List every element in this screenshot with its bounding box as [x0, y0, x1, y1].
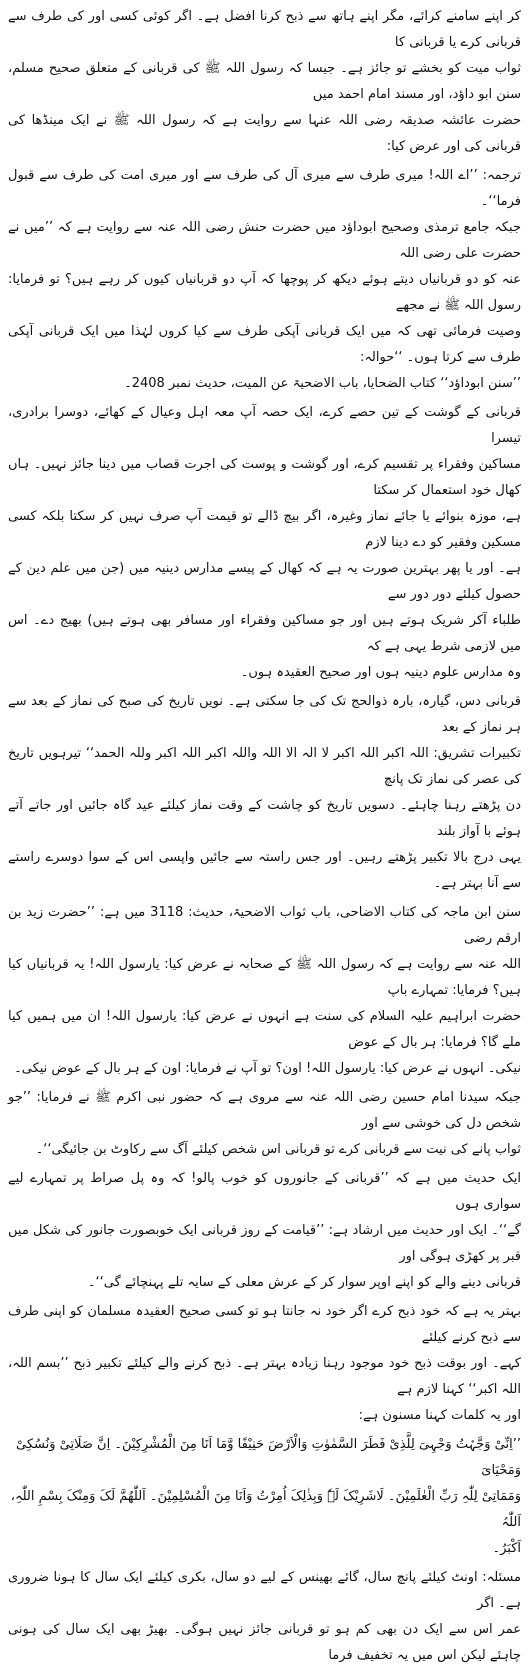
text-line: ثواب میت کو بخشے تو جائز ہے۔ جیسا کہ رسول اللہ ﷺ کی قربانی کے متعلق صحیح مسلم، سنن ابو داؤد، اور مسند امام احمد میں [8, 61, 521, 102]
text-line: ترجمہ: ’’اے اللہ! میری طرف سے میری آل کی طرف سے اور میری امت کی طرف سے قبول فرما‘‘۔ [8, 168, 521, 209]
text-line: طلباء آکر شریک ہوتے ہیں اور جو مساکین وفقراء اور مسافر بھی ہوتے ہیں) بھیج دے۔ اس میں لازمی شرط یہی ہے کہ [8, 613, 521, 654]
article-paragraph [8, 4, 521, 160]
text-line: حضرت ابراہیم علیہ السلام کی سنت ہے انہوں نے عرض کیا: یارسول اللہ! ان میں ہمیں کیا ملے گا؟ فرمایا: ہر بال کے عوض [8, 1009, 521, 1050]
text-line: دن پڑھتے رہنا چاہئے۔ دسویں تاریخ کو چاشت کے وقت نماز کیلئے عید گاہ جائیں اور جاتے آتے ہوئے با آواز بلند [8, 798, 521, 839]
arabic-dua-paragraph [8, 1432, 521, 1562]
text-line: جبکہ سیدنا امام حسین رضی اللہ عنہ سے مروی ہے کہ حضور نبی اکرم ﷺ نے فرمایا: ’’جو شخص دل کی خوشی سے اور [8, 1090, 521, 1131]
text-line: ہے، موزہ بنوائے یا جائے نماز وغیرہ، اگر بیچ ڈالے تو قیمت آپ صرف نہیں کر سکتا بلکہ کسی مسکین وفقیر کو دے دینا لازم [8, 509, 521, 550]
text-line: مساکین وفقراء پر تقسیم کرے، اور گوشت و پوست کی اجرت قصاب میں دینا جائز نہیں۔ ہاں کھال خود استعمال کر سکتا [8, 457, 521, 498]
text-line: نیکی۔ انہوں نے عرض کیا: یارسول اللہ! اون؟ تو آپ نے فرمایا: اون کے ہر بال کے عوض نیکی۔ [14, 1061, 521, 1076]
text-line: کہے۔ اور بوقت ذبح خود موجود رہنا زیادہ بہتر ہے۔ ذبح کرنے والے کیلئے تکبیر ذبح ’’بسم اللہ، اللہ اکبر‘‘ کہنا لازم ہے [8, 1356, 521, 1397]
text-line: اَکْبَرُ۔ [492, 1541, 521, 1556]
text-line: یہی درج بالا تکبیر پڑھتے رہیں۔ اور جس راستہ سے جائیں واپسی اس کے سوا دوسرے راستے سے آنا بہتر ہے۔ [8, 850, 521, 891]
text-line: سنن ابن ماجہ کی کتاب الاضاحی، باب ثواب الاضحیۃ، حدیث: 3118 میں ہے: ’’حضرت زید بن ارقم رضی [8, 905, 522, 946]
text-line: ایک حدیث میں ہے کہ ’’قربانی کے جانوروں کو خوب پالو! کہ وہ پل صراط پر تمہارے لیے سواری ہوں [8, 1171, 521, 1212]
text-line: مسئلہ: اونٹ کیلئے پانچ سال، گائے بھینس کے لیے دو سال، بکری کیلئے ایک سال کا ہونا ضروری ہے۔ اگر [8, 1570, 521, 1611]
text-line: جبکہ جامع ترمذی وصحیح ابوداؤد میں حضرت حنش رضی اللہ عنہ سے روایت ہے کہ ’’میں نے حضرت علی رضی اللہ [8, 220, 521, 261]
text-line: عمر اس سے ایک دن بھی کم ہو تو قربانی جائز نہیں ہوگی۔ بھیڑ بھی ایک سال کی ہونی چاہئے لیکن اس میں یہ تخفیف فرما [8, 1622, 521, 1663]
text-line: قربانی کے گوشت کے تین حصے کرے، ایک حصہ آپ معہ اہل وعیال کے کھائے، دوسرا برادری، تیسرا [8, 405, 521, 446]
text-line: حضرت عائشہ صدیقہ رضی اللہ عنہا سے روایت ہے کہ رسول اللہ ﷺ نے ایک مینڈھا کی قربانی کی اور عرض کیا: [8, 113, 521, 154]
article-paragraph [8, 900, 521, 1082]
text-line: وَمَمَاتِیْ لِلّٰہِ رَبِّ الْعٰلَمِیْنَ۔ لَاشَرِیْکَ لَہٗ وَبِذٰلِکَ اُمِرْتُ وَاَنَا مِنَ الْمُسْلِمِیْنَ۔ اَللّٰھُمَّ لَکَ وَمِنْکَ بِسْمِ اللّٰہِ، اَللّٰہُ [10, 1489, 521, 1530]
text-line: بہتر یہ ہے کہ خود ذبح کرے اگر خود نہ جانتا ہو تو کسی صحیح العقیدہ مسلمان کو اپنی طرف سے ذبح کرنے کیلئے [8, 1304, 521, 1345]
text-line: اللہ عنہ سے روایت ہے کہ رسول اللہ ﷺ کے صحابہ نے عرض کیا: یارسول اللہ! یہ قربانیاں کیا ہیں؟ فرمایا: تمہارے باپ [8, 957, 521, 998]
text-line: ’’سنن ابوداؤد‘‘ کتاب الضحایا، باب الاضحیۃ عن المیت، حدیث نمبر 2408۔ [124, 376, 521, 391]
article-paragraph [8, 163, 521, 397]
text-line: وہ مدارس علوم دینیہ ہوں اور صحیح العقیدہ ہوں۔ [240, 665, 521, 680]
text-line: گے‘‘۔ ایک اور حدیث میں ارشاد ہے: ’’قیامت کے روز قربانی ایک خوبصورت جانور کی شکل میں قبر پر کھڑی ہوگی اور [8, 1223, 521, 1264]
text-line: تکبیرات تشریق: اللہ اکبر اللہ اکبر لا الہ الا اللہ واللہ اکبر اللہ اکبر وللہ الحمد‘‘ تیرہویں تاریخ کی عصر کی نماز تک پانچ [8, 746, 521, 787]
text-line: قربانی دس، گیارہ، بارہ ذوالحج تک کی جا سکتی ہے۔ نویں تاریخ کی صبح کی نماز کے بعد سے ہر نماز کے بعد [8, 694, 521, 735]
text-line: ثواب پانے کی نیت سے قربانی کرے تو قربانی اس شخص کیلئے آگ سے رکاوٹ بن جائیگی‘‘۔ [35, 1142, 521, 1157]
text-line: ’’اِنِّیْ وَجَّہْتُ وَجْہِیَ لِلَّذِیْ فَطَرَ السَّمٰوٰتِ وَالْاَرْضَ حَنِیْفًا وَّمَا اَنَا مِنَ الْمُشْرِکِیْنَ۔ اِنَّ صَلَاتِیْ وَنُسُکِیْ وَمَحْیَایَ [16, 1437, 521, 1478]
text-line: کر اپنے سامنے کرائے، مگر اپنے ہاتھ سے ذبح کرنا افضل ہے۔ اگر کوئی کسی اور کی طرف سے قربانی کرے یا قربانی کا [8, 9, 521, 50]
article-paragraph [8, 689, 521, 897]
text-line: قربانی دینے والے کو اپنے اوپر سوار کر کے عرش معلی کے سایہ تلے پہنچائے گی‘‘۔ [87, 1275, 521, 1290]
article-paragraph [8, 1299, 521, 1429]
text-line: ہے۔ اور یا پھر بہترین صورت یہ ہے کہ کھال کے پیسے مدارس دینیہ میں (جن میں علم دین کے حصول کیلئے دور دور سے [8, 561, 521, 602]
text-line: عنہ کو دو قربانیاں دیتے ہوئے دیکھ کر پوچھا کہ آپ دو قربانیاں کیوں کر رہے ہیں؟ تو فرمایا: رسول اللہ ﷺ نے مجھے [8, 272, 521, 313]
text-line: اور یہ کلمات کہنا مسنون ہے: [358, 1408, 521, 1423]
article-paragraph [8, 1085, 521, 1163]
text-line: وصیت فرمائی تھی کہ میں ایک قربانی آپکی طرف سے کیا کروں لہٰذا میں ایک قربانی آپکی طرف سے کرتا ہوں۔ ‘‘حوالہ: [8, 324, 521, 365]
article-paragraph [8, 1565, 521, 1669]
article-paragraph [8, 400, 521, 686]
article-paragraph [8, 1166, 521, 1296]
